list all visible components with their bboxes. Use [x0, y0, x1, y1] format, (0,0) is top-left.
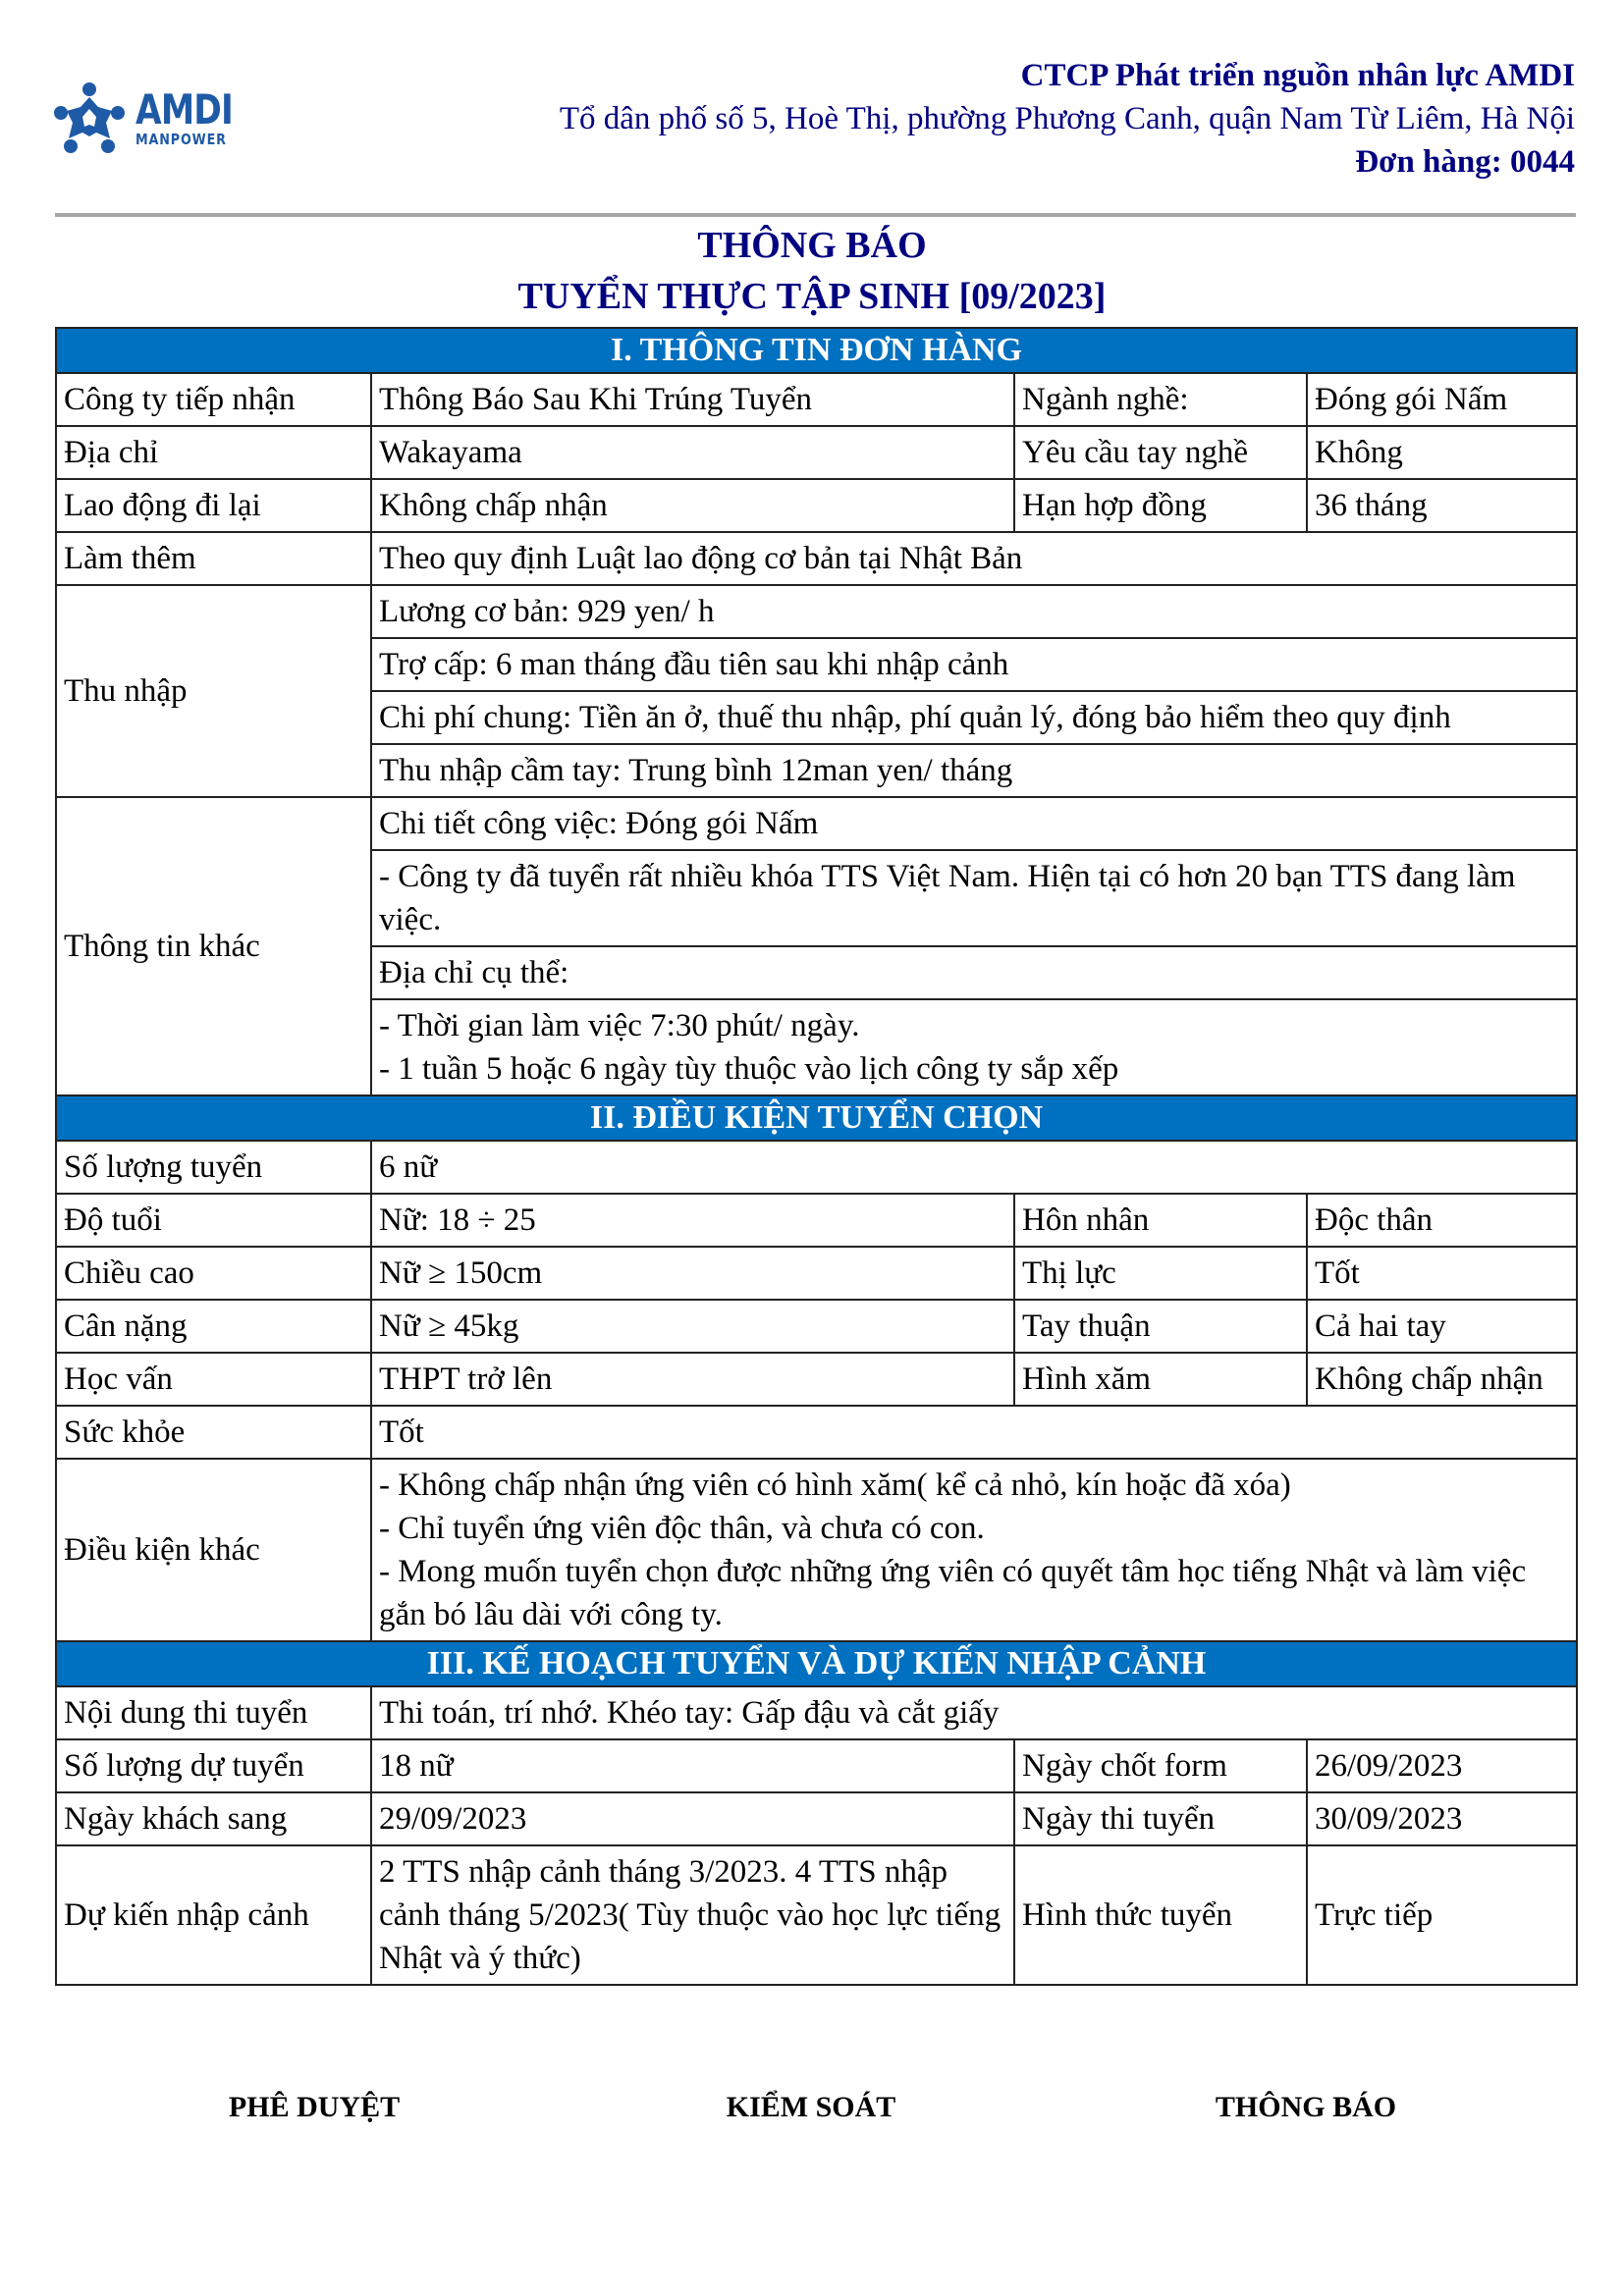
field-value: Nữ: 18 ÷ 25 — [371, 1194, 1014, 1247]
field-label: Yêu cầu tay nghề — [1014, 426, 1307, 479]
header-divider — [55, 213, 1576, 217]
field-label: Dự kiến nhập cảnh — [56, 1845, 371, 1985]
field-value: Theo quy định Luật lao động cơ bản tại Nhật Bản — [371, 532, 1577, 585]
table-row — [56, 1845, 1577, 1985]
field-value: 18 nữ — [371, 1739, 1014, 1792]
field-label: Sức khỏe — [56, 1406, 371, 1459]
table-row — [56, 1353, 1577, 1406]
table-row — [56, 1300, 1577, 1353]
field-label: Điều kiện khác — [56, 1459, 371, 1641]
table-row — [56, 373, 1577, 426]
field-value: 30/09/2023 — [1307, 1792, 1577, 1845]
info-item: - Công ty đã tuyển rất nhiều khóa TTS Việt Nam. Hiện tại có hơn 20 bạn TTS đang làm việc. — [371, 850, 1577, 946]
field-label: Thông tin khác — [56, 797, 371, 1095]
logo-sub-text: MANPOWER — [135, 130, 227, 148]
field-label: Nội dung thi tuyển — [56, 1686, 371, 1739]
field-value: Cả hai tay — [1307, 1300, 1577, 1353]
section-heading: III. KẾ HOẠCH TUYỂN VÀ DỰ KIẾN NHẬP CẢNH — [56, 1641, 1577, 1686]
income-item: Trợ cấp: 6 man tháng đầu tiên sau khi nhập cảnh — [371, 638, 1577, 691]
field-value: Không — [1307, 426, 1577, 479]
section-header-row — [56, 1095, 1577, 1141]
info-line: - 1 tuần 5 hoặc 6 ngày tùy thuộc vào lịch công ty sắp xếp — [379, 1051, 1119, 1087]
field-label: Học vấn — [56, 1353, 371, 1406]
field-value: 36 tháng — [1307, 479, 1577, 532]
table-row — [56, 426, 1577, 479]
signature-control: KIỂM SOÁT — [726, 2091, 896, 2123]
table-row — [56, 797, 1577, 850]
field-label: Độ tuổi — [56, 1194, 371, 1247]
condition-line: - Mong muốn tuyển chọn được những ứng viên có quyết tâm học tiếng Nhật và làm việc gắn bó lâu dài với công ty. — [379, 1554, 1527, 1632]
company-name: CTCP Phát triển nguồn nhân lực AMDI — [1020, 58, 1575, 93]
table-row — [56, 479, 1577, 532]
logo-brand-text: AMDI — [135, 84, 234, 133]
signature-row — [0, 2091, 1624, 2140]
field-value: Độc thân — [1307, 1194, 1577, 1247]
document-subtitle: TUYỂN THỰC TẬP SINH [09/2023] — [517, 276, 1107, 317]
field-value: Thông Báo Sau Khi Trúng Tuyển — [371, 373, 1014, 426]
field-value: 6 nữ — [371, 1141, 1577, 1194]
field-label: Hình thức tuyển — [1014, 1845, 1307, 1985]
conditions-list — [371, 1459, 1577, 1641]
table-row — [56, 1406, 1577, 1459]
condition-line: - Chỉ tuyển ứng viên độc thân, và chưa có con. — [379, 1511, 985, 1546]
table-row — [56, 1739, 1577, 1792]
field-value: 29/09/2023 — [371, 1792, 1014, 1845]
field-label: Công ty tiếp nhận — [56, 373, 371, 426]
field-label: Tay thuận — [1014, 1300, 1307, 1353]
field-value: 26/09/2023 — [1307, 1739, 1577, 1792]
field-label: Ngành nghề: — [1014, 373, 1307, 426]
condition-line: - Không chấp nhận ứng viên có hình xăm( kể cả nhỏ, kín hoặc đã xóa) — [379, 1468, 1291, 1503]
company-info — [560, 54, 1575, 184]
field-value: Thi toán, trí nhớ. Khéo tay: Gấp đậu và cắt giấy — [371, 1686, 1577, 1739]
table-row — [56, 585, 1577, 638]
section-header-row — [56, 328, 1577, 373]
table-row — [56, 1194, 1577, 1247]
signature-approve: PHÊ DUYỆT — [228, 2091, 401, 2123]
field-label: Thu nhập — [56, 585, 371, 797]
field-value: THPT trở lên — [371, 1353, 1014, 1406]
order-number: Đơn hàng: 0044 — [1355, 144, 1575, 180]
document-header — [0, 0, 1624, 226]
field-label: Lao động đi lại — [56, 479, 371, 532]
field-value: Không chấp nhận — [1307, 1353, 1577, 1406]
recruitment-table — [55, 327, 1578, 1986]
section-heading: II. ĐIỀU KIỆN TUYỂN CHỌN — [56, 1095, 1577, 1141]
field-label: Hôn nhân — [1014, 1194, 1307, 1247]
company-address: Tổ dân phố số 5, Hoè Thị, phường Phương Canh, quận Nam Từ Liêm, Hà Nội — [559, 101, 1575, 136]
table-row — [56, 1792, 1577, 1845]
income-item: Lương cơ bản: 929 yen/ h — [371, 585, 1577, 638]
field-label: Chiều cao — [56, 1247, 371, 1300]
info-item: Chi tiết công việc: Đóng gói Nấm — [371, 797, 1577, 850]
info-item — [371, 999, 1577, 1095]
signature-notify: THÔNG BÁO — [1215, 2091, 1397, 2123]
field-label: Cân nặng — [56, 1300, 371, 1353]
field-label: Ngày thi tuyển — [1014, 1792, 1307, 1845]
table-row — [56, 532, 1577, 585]
field-value: Nữ ≥ 150cm — [371, 1247, 1014, 1300]
field-value: 2 TTS nhập cảnh tháng 3/2023. 4 TTS nhập cảnh tháng 5/2023( Tùy thuộc vào học lực tiếng Nhật và ý thức) — [371, 1845, 1014, 1985]
field-label: Hạn hợp đồng — [1014, 479, 1307, 532]
field-label: Ngày khách sang — [56, 1792, 371, 1845]
field-value: Đóng gói Nấm — [1307, 373, 1577, 426]
field-value: Tốt — [1307, 1247, 1577, 1300]
document-title: THÔNG BÁO — [697, 225, 927, 266]
field-value: Trực tiếp — [1307, 1845, 1577, 1985]
income-item: Thu nhập cầm tay: Trung bình 12man yen/ tháng — [371, 744, 1577, 797]
people-circle-logo-icon — [51, 80, 128, 156]
amdi-logo — [51, 79, 277, 157]
field-value: Nữ ≥ 45kg — [371, 1300, 1014, 1353]
field-label: Ngày chốt form — [1014, 1739, 1307, 1792]
table-row — [56, 1686, 1577, 1739]
info-item: Địa chỉ cụ thể: — [371, 946, 1577, 999]
field-label: Địa chỉ — [56, 426, 371, 479]
section-header-row — [56, 1641, 1577, 1686]
field-label: Hình xăm — [1014, 1353, 1307, 1406]
info-line: - Thời gian làm việc 7:30 phút/ ngày. — [379, 1008, 860, 1043]
field-label: Thị lực — [1014, 1247, 1307, 1300]
table-row — [56, 1459, 1577, 1641]
income-item: Chi phí chung: Tiền ăn ở, thuế thu nhập, phí quản lý, đóng bảo hiểm theo quy định — [371, 691, 1577, 744]
table-row — [56, 1141, 1577, 1194]
field-label: Số lượng tuyển — [56, 1141, 371, 1194]
field-value: Không chấp nhận — [371, 479, 1014, 532]
field-label: Số lượng dự tuyển — [56, 1739, 371, 1792]
table-row — [56, 1247, 1577, 1300]
field-value: Wakayama — [371, 426, 1014, 479]
field-label: Làm thêm — [56, 532, 371, 585]
section-heading: I. THÔNG TIN ĐƠN HÀNG — [56, 328, 1577, 373]
field-value: Tốt — [371, 1406, 1577, 1459]
